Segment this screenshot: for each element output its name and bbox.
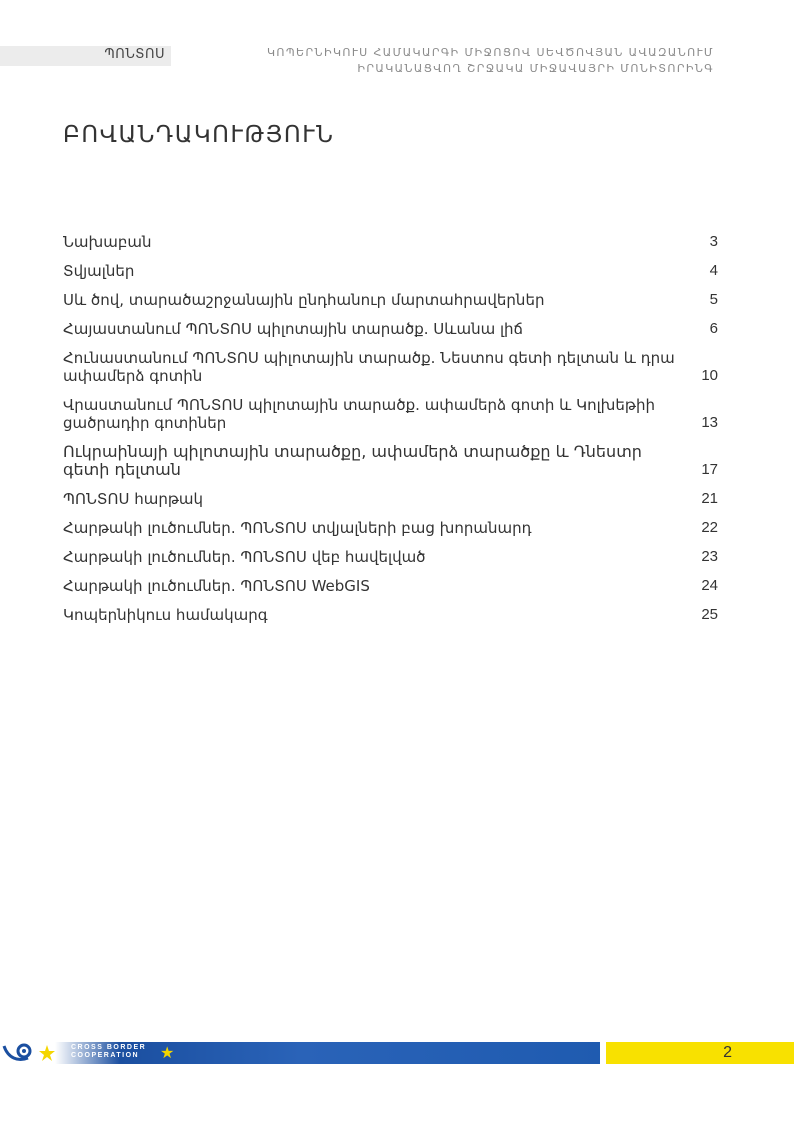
footer-logo-text: [71, 1044, 146, 1060]
header-tag: [0, 46, 171, 66]
toc-entry[interactable]: [63, 233, 718, 251]
toc-entry[interactable]: [63, 548, 718, 566]
toc-entry-title: Հարթակի լուծումներ. ՊՈՆՏՈՍ վեբ հավելված: [63, 548, 426, 566]
toc-entry-title: Վրաստանում ՊՈՆՏՈՍ պիլոտային տարածք. ափամերձ գոտի և Կոլխեթիի ցածրադիր գոտիներ: [63, 396, 655, 432]
toc-entry-page: 22: [701, 519, 718, 536]
toc-entry-page: 25: [701, 606, 718, 623]
toc-entry[interactable]: [63, 519, 718, 537]
toc-entry-title: Նախաբան: [63, 233, 152, 251]
toc-entry-page: 10: [701, 367, 718, 384]
toc-entry[interactable]: [63, 262, 718, 280]
page-title: ԲՈՎԱՆԴԱԿՈՒԹՅՈՒՆ: [63, 122, 335, 148]
toc-entry-title: Հայաստանում ՊՈՆՏՈՍ պիլոտային տարածք. Սևանա լիճ: [63, 320, 523, 338]
toc-entry[interactable]: [63, 577, 718, 595]
toc-entry-page: 17: [701, 461, 718, 478]
toc-entry-title: Հունաստանում ՊՈՆՏՈՍ պիլոտային տարածք. Նեստոս գետի դելտան և դրա ափամերձ գոտին: [63, 349, 675, 385]
toc-entry-page: 23: [701, 548, 718, 565]
toc-entry[interactable]: [63, 349, 718, 385]
cross-border-logo-icon: [2, 1042, 62, 1064]
page-number: 2: [723, 1044, 732, 1061]
toc-entry-title: Հարթակի լուծումներ. ՊՈՆՏՈՍ WebGIS: [63, 577, 370, 595]
footer-logo-line2: COOPERATION: [71, 1052, 140, 1059]
footer-logo-line1: CROSS BORDER: [71, 1044, 147, 1051]
toc-entry[interactable]: [63, 320, 718, 338]
toc-entry[interactable]: [63, 396, 718, 432]
toc-entry-page: 5: [709, 291, 718, 308]
toc-entry-page: 6: [709, 320, 718, 337]
toc-entry-page: 13: [701, 414, 718, 431]
toc-entry-title: Հարթակի լուծումներ. ՊՈՆՏՈՍ տվյալների բաց խորանարդ: [63, 519, 532, 537]
toc-entry-page: 3: [709, 233, 718, 250]
footer-bar: [0, 1042, 794, 1066]
toc-entry-title: Սև ծով, տարածաշրջանային ընդհանուր մարտահրավերներ: [63, 291, 545, 309]
header-title: [194, 45, 714, 77]
toc-entry[interactable]: [63, 291, 718, 309]
footer-yellow-band: [606, 1042, 794, 1064]
toc-entry-title: Կոպերնիկուս համակարգ: [63, 606, 268, 624]
header-tag-label: ՊՈՆՏՈՍ: [104, 47, 165, 62]
header-title-line1: ԿՈՊԵՐՆԻԿՈՒՍ ՀԱՄԱԿԱՐԳԻ ՄԻՋՈՑՈՎ ՍԵՎԾՈՎՅԱՆ ԱՎԱԶԱՆՈՒՄ: [266, 46, 714, 59]
star-icon: ★: [160, 1043, 175, 1062]
toc-entry-page: 4: [709, 262, 718, 279]
header-title-line2: ԻՐԱԿԱՆԱՑՎՈՂ ՇՐՋԱԿԱ ՄԻՋԱՎԱՅՐԻ ՄՈՆԻՏՈՐԻՆԳ: [357, 62, 714, 75]
toc-entry-title: ՊՈՆՏՈՍ հարթակ: [63, 490, 204, 508]
toc-entry[interactable]: [63, 606, 718, 624]
toc-entry-page: 21: [701, 490, 718, 507]
toc-entry-title: Տվյալներ: [63, 262, 135, 280]
table-of-contents: [63, 233, 718, 635]
toc-entry-page: 24: [701, 577, 718, 594]
toc-entry[interactable]: [63, 443, 718, 479]
toc-entry-title: Ուկրաինայի պիլոտային տարածքը, ափամերձ տարածքը և Դնեստր գետի դելտան: [63, 442, 642, 479]
toc-entry[interactable]: [63, 490, 718, 508]
